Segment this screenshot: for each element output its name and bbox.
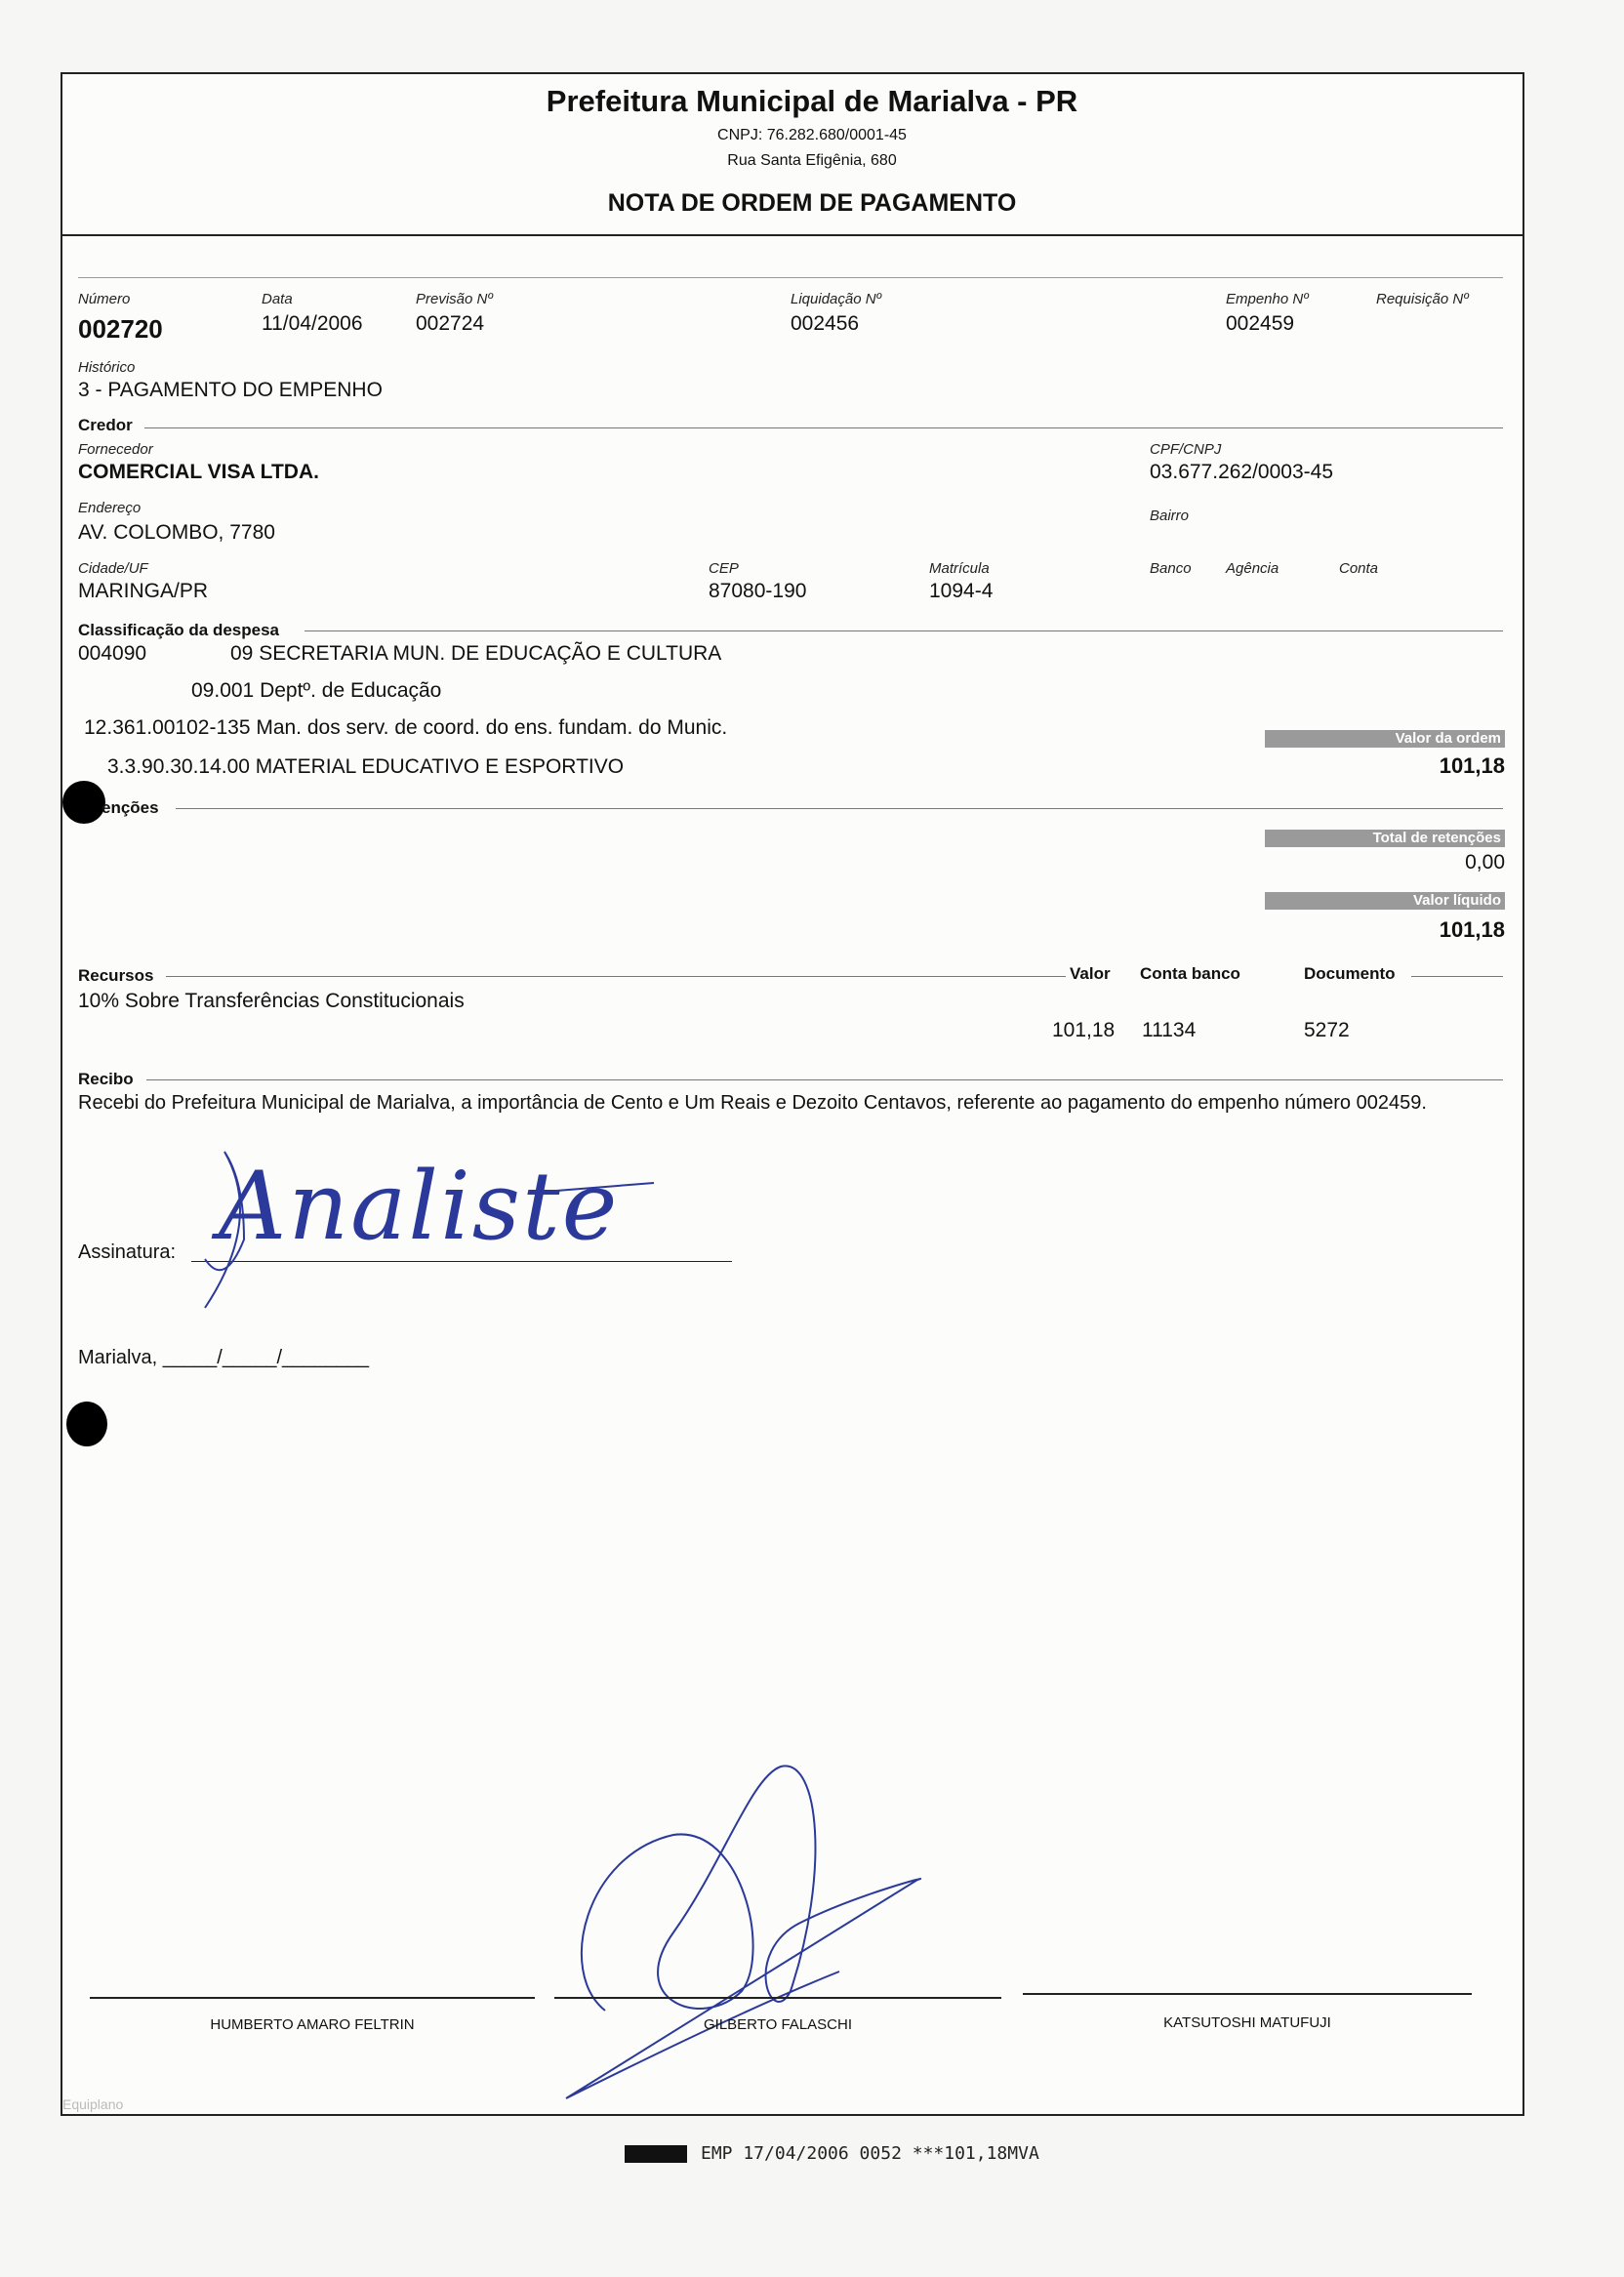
cep-label: CEP [709, 560, 739, 577]
credor-section-title: Credor [78, 416, 133, 434]
footer-brand: Equiplano [62, 2096, 124, 2112]
org-title: Prefeitura Municipal de Marialva - PR [546, 84, 1078, 118]
signatory-1: HUMBERTO AMARO FELTRIN [210, 2016, 415, 2033]
recursos-valor-label: Valor [1070, 964, 1111, 983]
classificacao-section-title: Classificação da despesa [78, 621, 280, 639]
recursos-documento-label: Documento [1304, 964, 1396, 983]
cidade-value: MARINGA/PR [78, 580, 209, 602]
empenho-value: 002459 [1226, 312, 1295, 335]
classificacao-line1: 09 SECRETARIA MUN. DE EDUCAÇÃO E CULTURA [230, 642, 722, 665]
punch-hole-mark [62, 781, 105, 824]
classificacao-rule [304, 630, 1503, 631]
recursos-rule [166, 976, 1066, 977]
recursos-documento: 5272 [1304, 1019, 1350, 1041]
bairro-label: Bairro [1150, 508, 1190, 524]
org-address: Rua Santa Efigênia, 680 [727, 152, 897, 169]
agencia-label: Agência [1226, 560, 1279, 577]
historico-label: Histórico [78, 359, 136, 376]
data-label: Data [262, 291, 293, 307]
signature-strokes [185, 1142, 693, 1318]
banco-label: Banco [1150, 560, 1192, 577]
total-retencoes-label: Total de retenções [1265, 830, 1505, 847]
valor-liquido-label: Valor líquido [1265, 892, 1505, 910]
recursos-section-title: Recursos [78, 966, 154, 985]
classificacao-line3: 12.361.00102-135 Man. dos serv. de coord. do ens. fundam. do Munic. [84, 716, 728, 739]
conta-label: Conta [1339, 560, 1379, 577]
punch-hole [66, 1402, 107, 1446]
recursos-descricao: 10% Sobre Transferências Constitucionais [78, 990, 465, 1012]
cep-value: 87080-190 [709, 580, 807, 602]
requisicao-label: Requisição Nº [1376, 291, 1469, 307]
matricula-label: Matrícula [929, 560, 990, 577]
recursos-rule-right [1411, 976, 1503, 977]
historico-value: 3 - PAGAMENTO DO EMPENHO [78, 379, 383, 401]
recibo-text: Recebi do Prefeitura Municipal de Marialva, a importância de Cento e Um Reais e Dezoito Centavos, referente ao pagamento do empenho número 002459. [78, 1092, 1427, 1114]
signatory-3: KATSUTOSHI MATUFUJI [1163, 2014, 1331, 2031]
recursos-conta: 11134 [1142, 1019, 1197, 1041]
signature-line-1 [90, 1997, 535, 1999]
cpf-value: 03.677.262/0003-45 [1150, 461, 1334, 483]
signatory-2: GILBERTO FALASCHI [704, 2016, 852, 2033]
recibo-section-title: Recibo [78, 1070, 134, 1088]
liquidacao-label: Liquidação Nº [791, 291, 882, 307]
document-title: NOTA DE ORDEM DE PAGAMENTO [607, 189, 1017, 217]
previsao-value: 002724 [416, 312, 485, 335]
previsao-label: Previsão Nº [416, 291, 493, 307]
retencoes-rule [176, 808, 1503, 809]
signature-line-3 [1023, 1993, 1472, 1995]
local-data: Marialva, _____/_____/________ [78, 1347, 370, 1368]
director-signature [547, 1757, 956, 2128]
cidade-label: Cidade/UF [78, 560, 148, 577]
endereco-label: Endereço [78, 500, 142, 516]
ids-rule [78, 277, 1503, 278]
recibo-rule [146, 1079, 1503, 1080]
empenho-label: Empenho Nº [1226, 291, 1309, 307]
numero-value: 002720 [78, 314, 163, 344]
endereco-value: AV. COLOMBO, 7780 [78, 521, 275, 544]
recursos-valor: 101,18 [1052, 1019, 1116, 1041]
retencoes-section-title: enções [102, 798, 159, 817]
stamp-text: EMP 17/04/2006 0052 ***101,18MVA [701, 2143, 1039, 2164]
data-value: 11/04/2006 [262, 312, 363, 335]
processing-stamp [625, 2143, 1039, 2164]
fornecedor-value: COMERCIAL VISA LTDA. [78, 461, 319, 483]
classificacao-line4: 3.3.90.30.14.00 MATERIAL EDUCATIVO E ESPORTIVO [107, 755, 625, 778]
valor-ordem-label: Valor da ordem [1265, 730, 1505, 748]
matricula-value: 1094-4 [929, 580, 994, 602]
classificacao-code: 004090 [78, 642, 147, 665]
total-retencoes-value: 0,00 [1465, 851, 1505, 874]
org-cnpj: CNPJ: 76.282.680/0001-45 [717, 127, 907, 143]
cpf-label: CPF/CNPJ [1150, 441, 1222, 458]
fornecedor-label: Fornecedor [78, 441, 153, 458]
signature-line-2 [554, 1997, 1001, 1999]
valor-liquido-value: 101,18 [1439, 917, 1505, 942]
liquidacao-value: 002456 [791, 312, 860, 335]
numero-label: Número [78, 291, 131, 307]
classificacao-line2: 09.001 Deptº. de Educação [191, 679, 442, 702]
valor-ordem-value: 101,18 [1439, 753, 1505, 778]
recursos-conta-label: Conta banco [1140, 964, 1240, 983]
header-divider [61, 234, 1522, 236]
signature-handwritten: Analiste [219, 1152, 620, 1261]
credor-rule [144, 427, 1503, 428]
stamp-logo-icon [625, 2145, 687, 2163]
assinatura-label: Assinatura: [78, 1241, 177, 1263]
